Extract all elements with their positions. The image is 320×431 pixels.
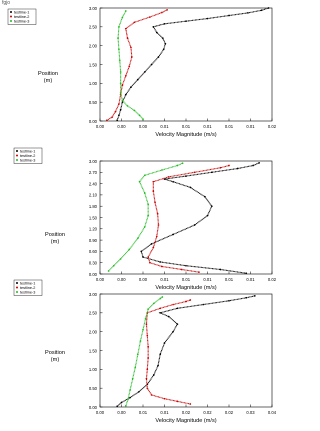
- x-tick-label: 0.02: [203, 410, 212, 415]
- x-axis-label: Velocity Magnitude (m/s): [155, 132, 217, 138]
- legend-marker: [16, 150, 18, 152]
- x-tick-label: 0.01: [224, 124, 234, 129]
- legend-marker: [10, 11, 12, 13]
- legend-label: testline-2: [20, 286, 36, 290]
- series-line: [146, 300, 190, 404]
- x-tick-label: 0.02: [181, 410, 191, 415]
- y-tick-label: 0.00: [88, 271, 97, 277]
- y-tick-label: 0.30: [88, 260, 97, 266]
- x-tick-label: 0.03: [246, 410, 255, 415]
- legend-marker: [16, 282, 18, 284]
- x-tick-label: 0.00: [117, 277, 126, 282]
- series-line: [107, 10, 167, 120]
- legend-marker: [16, 291, 18, 293]
- y-tick-label: 0.50: [88, 99, 97, 105]
- x-tick-label: 0.01: [246, 124, 255, 129]
- x-tick-label: 0.00: [117, 410, 126, 415]
- y-axis-label: (m): [50, 239, 60, 245]
- legend-label: testline-3: [20, 290, 36, 295]
- x-tick-label: 0.00: [95, 410, 105, 415]
- x-tick-label: 0.00: [117, 124, 126, 129]
- legend-marker: [10, 20, 12, 22]
- legend-label: testline-1: [14, 10, 30, 15]
- x-tick-label: 0.02: [224, 410, 234, 415]
- y-tick-label: 1.00: [88, 367, 97, 373]
- y-tick-label: 3.00: [88, 158, 97, 164]
- legend: [8, 9, 36, 25]
- legend-label: testline-2: [20, 154, 36, 158]
- x-tick-label: 0.00: [138, 277, 148, 282]
- legend-label: testline-3: [14, 19, 30, 24]
- y-tick-label: 2.00: [88, 329, 97, 335]
- x-tick-label: 0.01: [181, 124, 191, 129]
- x-tick-label: 0.02: [267, 277, 277, 282]
- legend: [14, 280, 42, 296]
- y-axis-label: (m): [50, 357, 60, 363]
- y-tick-label: 2.50: [88, 24, 97, 30]
- y-tick-label: 2.10: [88, 192, 97, 198]
- y-tick-label: 1.50: [88, 348, 97, 354]
- y-tick-label: 0.00: [88, 118, 97, 124]
- y-tick-label: 0.60: [88, 249, 97, 255]
- series-line: [141, 163, 259, 273]
- x-tick-label: 0.01: [203, 277, 212, 282]
- series-3: [125, 296, 163, 407]
- y-tick-label: 1.50: [88, 215, 97, 221]
- x-tick-label: 0.00: [95, 277, 105, 282]
- chart-1: [8, 6, 277, 138]
- corner-label: fgjo: [2, 0, 11, 6]
- y-tick-label: 2.40: [88, 181, 97, 187]
- series-line: [126, 297, 163, 406]
- series-line: [118, 11, 143, 119]
- x-tick-label: 0.01: [181, 277, 191, 282]
- y-axis-label: Position: [45, 350, 65, 356]
- y-tick-label: 1.50: [88, 62, 97, 68]
- legend-marker: [16, 159, 18, 161]
- y-axis-label: (m): [43, 78, 53, 84]
- x-tick-label: 0.00: [95, 124, 105, 129]
- y-tick-label: 0.50: [88, 385, 97, 391]
- legend-marker: [16, 155, 18, 157]
- y-tick-label: 2.70: [88, 170, 97, 176]
- x-tick-label: 0.01: [246, 277, 255, 282]
- y-tick-label: 3.00: [88, 5, 97, 11]
- x-tick-label: 0.01: [138, 410, 148, 415]
- y-axis-label: Position: [45, 232, 65, 238]
- x-tick-label: 0.01: [160, 124, 169, 129]
- series-2: [106, 9, 168, 121]
- x-tick-label: 0.02: [267, 124, 277, 129]
- legend-label: testline-1: [20, 281, 36, 286]
- y-tick-label: 1.80: [88, 204, 97, 209]
- legend-label: testline-2: [14, 15, 30, 19]
- x-tick-label: 0.01: [224, 277, 234, 282]
- legend-marker: [16, 287, 18, 289]
- series-line: [117, 296, 255, 406]
- x-tick-label: 0.01: [203, 124, 212, 129]
- series-2: [147, 165, 230, 273]
- plot-frame: [100, 161, 272, 274]
- legend-marker: [10, 16, 12, 18]
- legend-label: testline-1: [20, 149, 36, 154]
- x-tick-label: 0.04: [267, 410, 277, 415]
- x-tick-label: 0.00: [138, 124, 148, 129]
- plot-frame: [100, 294, 272, 407]
- x-tick-label: 0.01: [160, 277, 169, 282]
- series-line: [148, 166, 229, 273]
- legend: [14, 148, 42, 164]
- chart-2: [14, 148, 277, 291]
- y-tick-label: 0.90: [88, 237, 97, 243]
- y-tick-label: 2.50: [88, 310, 97, 316]
- series-line: [117, 8, 268, 120]
- series-3: [108, 162, 184, 271]
- y-tick-label: 1.20: [88, 226, 97, 232]
- series-3: [117, 10, 144, 120]
- y-tick-label: 0.00: [88, 404, 97, 410]
- y-tick-label: 3.00: [88, 291, 97, 297]
- y-axis-label: Position: [38, 71, 58, 77]
- series-line: [109, 163, 183, 271]
- legend-label: testline-3: [20, 158, 36, 163]
- series-2: [146, 299, 192, 405]
- series-1: [116, 7, 269, 121]
- y-tick-label: 1.00: [88, 81, 97, 87]
- series-1: [116, 295, 255, 407]
- x-tick-label: 0.01: [160, 410, 169, 415]
- x-axis-label: Velocity Magnitude (m/s): [155, 418, 217, 424]
- y-tick-label: 2.00: [88, 43, 97, 49]
- x-axis-label: Velocity Magnitude (m/s): [155, 285, 217, 291]
- chart-3: [14, 280, 277, 424]
